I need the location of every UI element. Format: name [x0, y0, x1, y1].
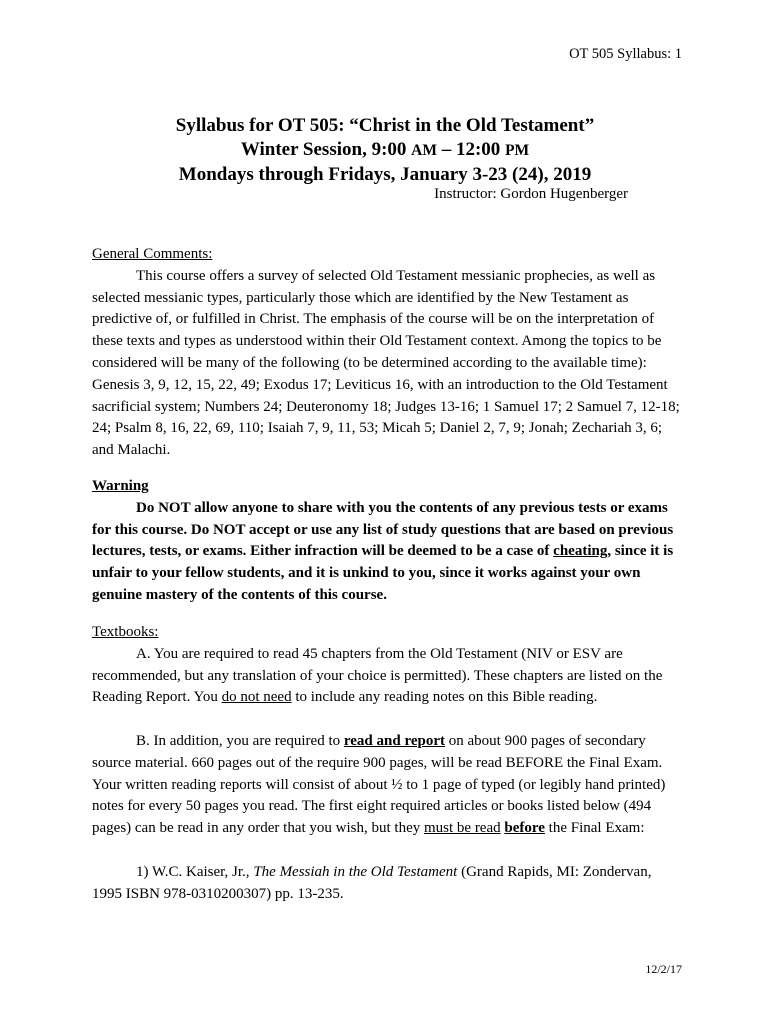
title-line-1: Syllabus for OT 505: “Christ in the Old Testament”: [175, 115, 595, 136]
instructor-line: Instructor: Gordon Hugenberger: [434, 186, 628, 202]
book-title: The Messiah in the Old Testament: [253, 863, 458, 880]
textbooks-paragraph-b: B. In addition, you are required to read and report on about 900 pages of secondary source material. 660 pages out of the require 900 pages, will be read BEFORE the Final Exam. Your written reading reports will consist of about ½ to 1 page of typed (or legibly hand printed) notes for every 50 pages you read. The first eight required articles or books listed below (494 pages) can be read in any order that you wish, but they must be read before the Final Exam:: [92, 732, 666, 837]
pm-label: PM: [505, 142, 530, 159]
do-not-need-phrase: do not need: [221, 689, 292, 706]
am-label: AM: [411, 142, 437, 159]
page-header-label: OT 505 Syllabus: 1: [569, 46, 682, 62]
warning-body: Do NOT allow anyone to share with you the contents of any previous tests or exams for this course. Do NOT accept or use any list of study questions that are based on previous lectures, tests, or exams. Either infraction will be deemed to be a case of cheating, since it is unfair to your fellow students, and it is unkind to you, since it works against your own genuine mastery of the contents of this course.: [92, 499, 674, 603]
title-line-2: [92, 138, 678, 163]
textbooks-section: [92, 622, 682, 905]
footer-date: 12/2/17: [645, 962, 682, 976]
warning-section: [92, 476, 682, 607]
before-phrase: before: [504, 820, 545, 837]
textbooks-paragraph-a: A. You are required to read 45 chapters from the Old Testament (NIV or ESV are recommended, but any translation of your choice is permitted). These chapters are listed on the Reading Report. You do not need to include any reading notes on this Bible reading.: [92, 645, 663, 706]
syllabus-title: [92, 114, 678, 187]
must-be-read-phrase: must be read: [423, 820, 501, 837]
textbooks-heading: Textbooks:: [92, 624, 159, 640]
read-and-report-phrase: read and report: [343, 732, 445, 749]
cheating-term: cheating: [553, 543, 608, 560]
session-time-end: – 12:00: [436, 139, 506, 160]
general-comments-heading: General Comments:: [92, 246, 213, 262]
title-line-3: Mondays through Fridays, January 3-23 (24), 2019: [178, 164, 592, 185]
general-comments-section: [92, 244, 682, 462]
warning-heading: Warning: [92, 478, 149, 494]
session-time-start: Winter Session, 9:00: [240, 139, 412, 160]
reading-item-1: 1) W.C. Kaiser, Jr., The Messiah in the Old Testament (Grand Rapids, MI: Zondervan, 1995 ISBN 978-0310200307) pp. 13-235.: [92, 863, 652, 902]
general-comments-body: This course offers a survey of selected Old Testament messianic prophecies, as well as selected messianic types, particularly those which are identified by the New Testament as predictive of, or fulfilled in Christ. The emphasis of the course will be on the interpretation of these texts and types as understood within their Old Testament context. Among the topics to be considered will be many of the following (to be determined according to the available time): Genesis 3, 9, 12, 15, 22, 49; Exodus 17; Leviticus 16, with an introduction to the Old Testament sacrificial system; Numbers 24; Deuteronomy 18; Judges 13-16; 1 Samuel 17; 2 Samuel 7, 12-18; 24; Psalm 8, 16, 22, 69, 110; Isaiah 7, 9, 11, 53; Micah 5; Daniel 2, 7, 9; Jonah; Zechariah 3, 6; and Malachi.: [92, 267, 680, 459]
